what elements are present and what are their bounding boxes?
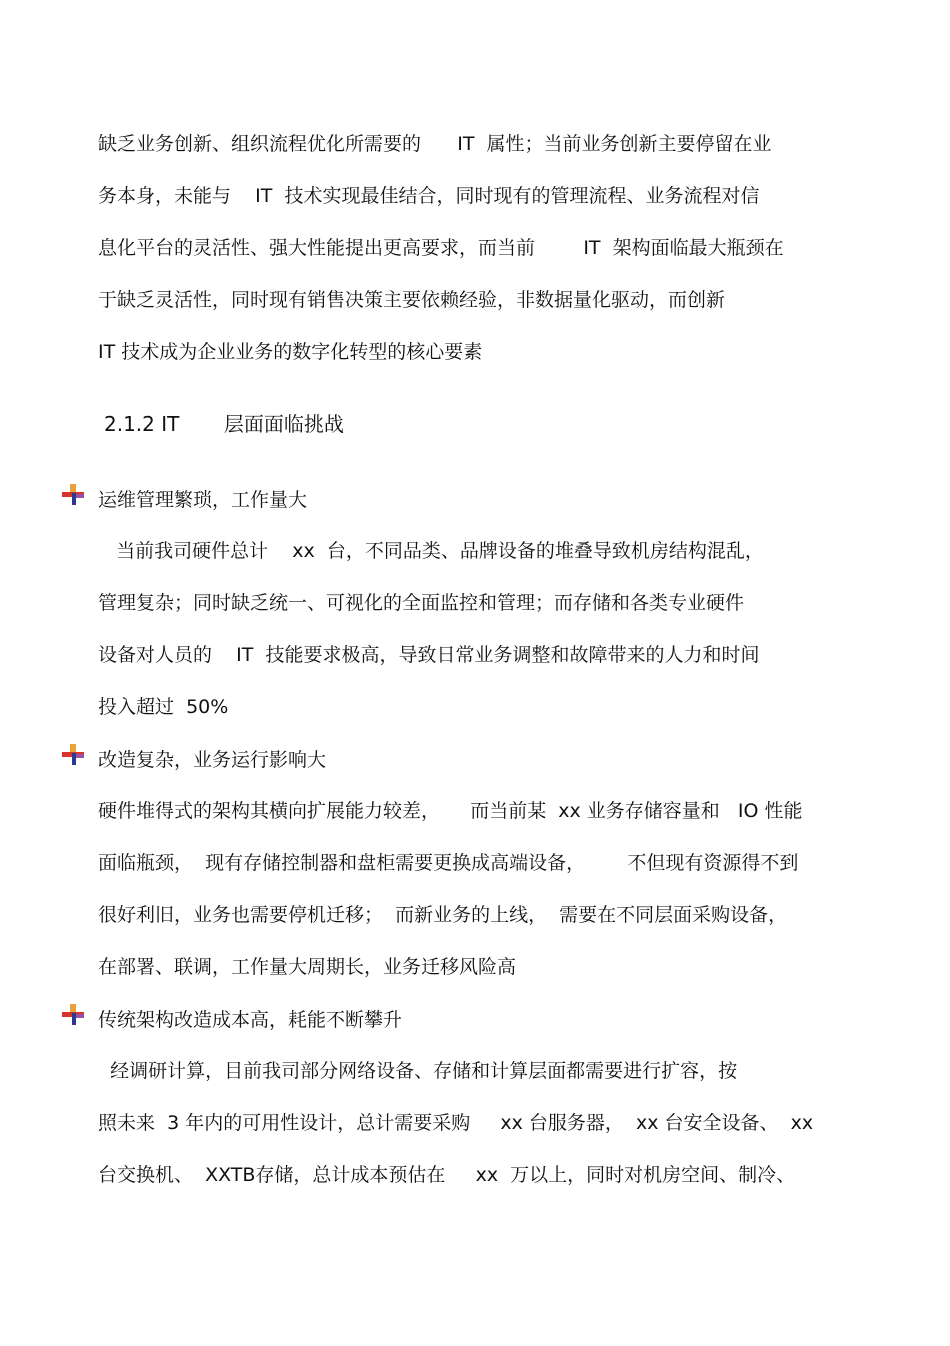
item-3-title: 传统架构改造成本高，耗能不断攀升 [98,1009,403,1031]
section-heading: 2.1.2 IT 层面面临挑战 [104,412,344,436]
item-1-line-4: 投入超过 50% [98,696,229,718]
colored-cross-bullet-icon [62,744,88,766]
intro-line-1: 缺乏业务创新、组织流程优化所需要的 IT 属性；当前业务创新主要停留在业 [98,133,772,155]
item-1-line-3: 设备对人员的 IT 技能要求极高，导致日常业务调整和故障带来的人力和时间 [98,644,760,666]
intro-line-4: 于缺乏灵活性，同时现有销售决策主要依赖经验，非数据量化驱动，而创新 [98,289,726,311]
intro-line-2: 务本身，未能与 IT 技术实现最佳结合，同时现有的管理流程、业务流程对信 [98,185,760,207]
item-2-line-4: 在部署、联调，工作量大周期长，业务迁移风险高 [98,956,517,978]
item-3-line-3: 台交换机、 XXTB存储，总计成本预估在 xx 万以上，同时对机房空间、制冷、 [98,1164,796,1186]
item-1-line-1: 当前我司硬件总计 xx 台，不同品类、品牌设备的堆叠导致机房结构混乱， [98,540,764,562]
item-1-line-2: 管理复杂；同时缺乏统一、可视化的全面监控和管理；而存储和各类专业硬件 [98,592,745,614]
item-2-title: 改造复杂，业务运行影响大 [98,749,327,771]
colored-cross-bullet-icon [62,1004,88,1026]
item-2-line-2: 面临瓶颈， 现有存储控制器和盘柜需要更换成高端设备， 不但现有资源得不到 [98,852,799,874]
item-2-line-1: 硬件堆得式的架构其横向扩展能力较差， 而当前某 xx 业务存储容量和 IO 性能 [98,800,803,822]
item-1-title: 运维管理繁琐，工作量大 [98,489,308,511]
item-3-line-2: 照未来 3 年内的可用性设计，总计需要采购 xx 台服务器， xx 台安全设备、 xx [98,1112,814,1134]
colored-cross-bullet-icon [62,484,88,506]
intro-line-5: IT 技术成为企业业务的数字化转型的核心要素 [98,341,483,363]
item-2-line-3: 很好利旧，业务也需要停机迁移； 而新业务的上线， 需要在不同层面采购设备， [98,904,788,926]
item-3-line-1: 经调研计算，目前我司部分网络设备、存储和计算层面都需要进行扩容，按 [98,1060,738,1082]
intro-line-3: 息化平台的灵活性、强大性能提出更高要求，而当前 IT 架构面临最大瓶颈在 [98,237,784,259]
